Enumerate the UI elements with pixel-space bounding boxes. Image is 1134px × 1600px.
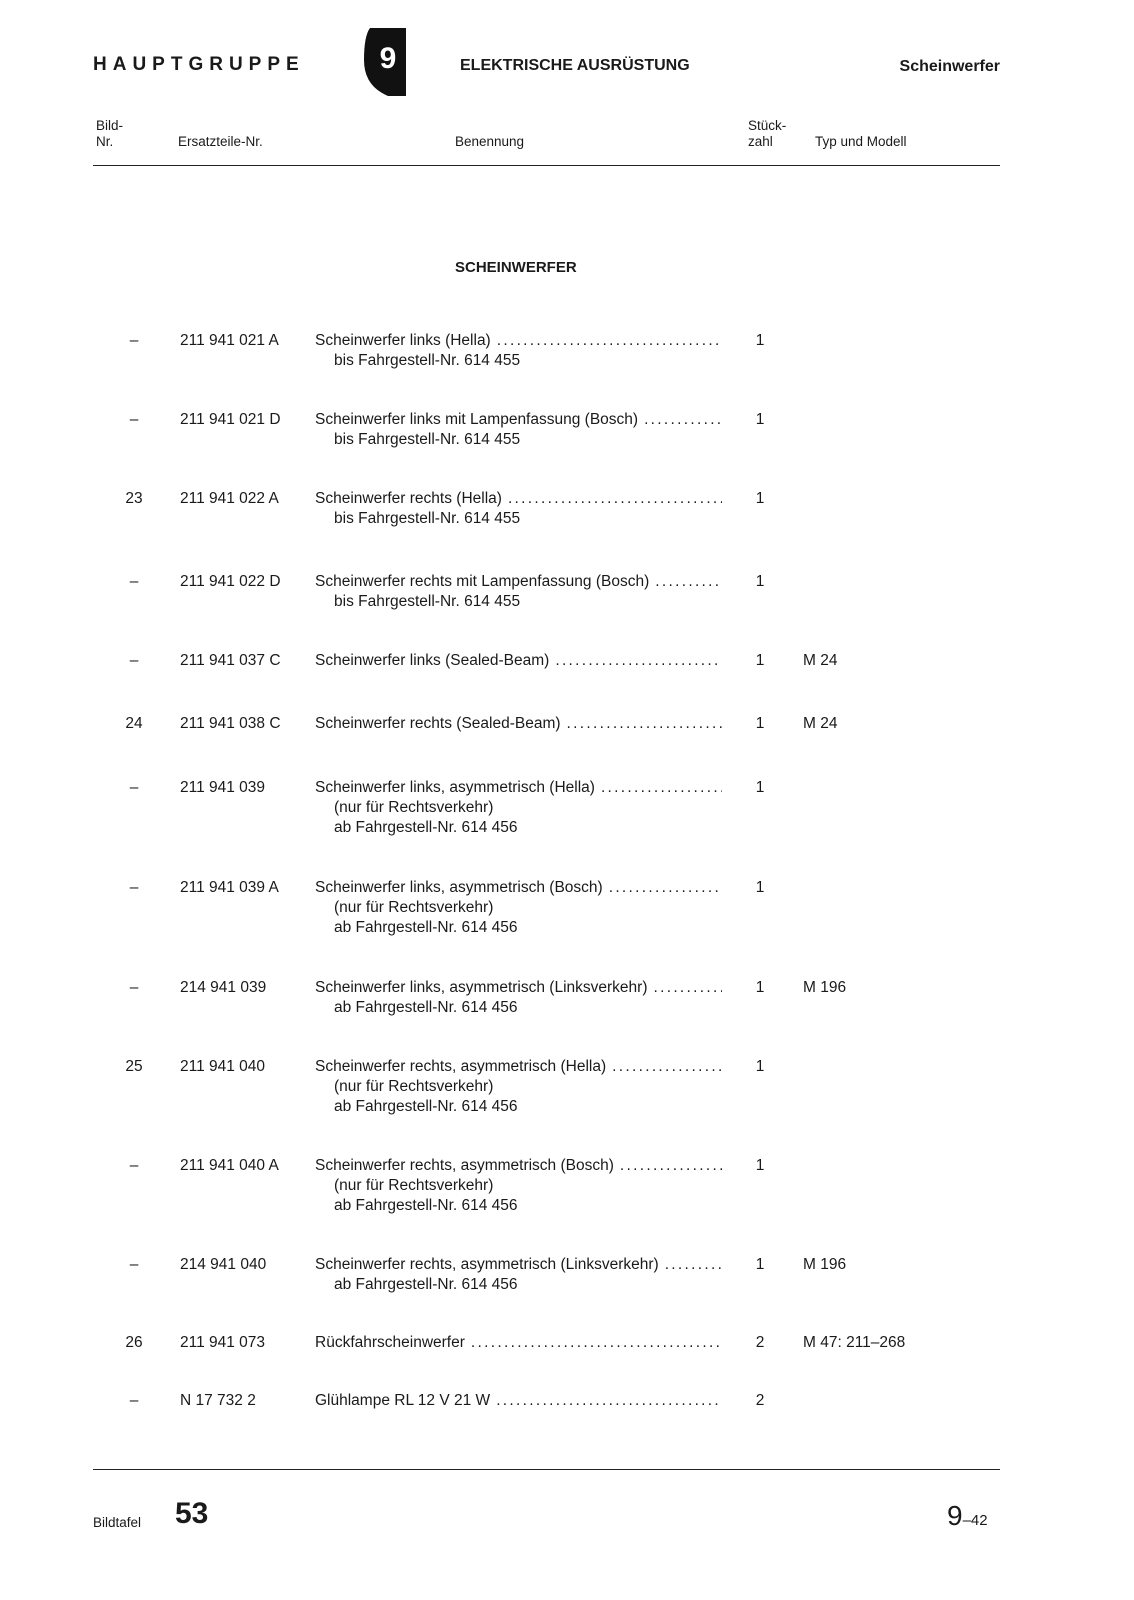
- row-description-main: [315, 978, 722, 998]
- row-description-main: [315, 878, 722, 898]
- row-description: [315, 572, 722, 612]
- row-description-note: bis Fahrgestell-Nr. 614 455: [334, 352, 521, 369]
- row-bild-nr: 26: [125, 1334, 143, 1351]
- row-bild-nr: –: [129, 779, 139, 796]
- row-part-number: 214 941 040: [180, 1256, 267, 1273]
- row-bild-nr: 25: [125, 1058, 143, 1075]
- column-header-bild-line1: Bild-: [96, 118, 124, 133]
- row-quantity: 1: [755, 1157, 765, 1174]
- row-part-number: 211 941 022 A: [180, 490, 279, 507]
- dot-leader: [653, 978, 722, 998]
- row-description-note: (nur für Rechtsverkehr): [334, 1177, 494, 1194]
- row-description-main: [315, 651, 722, 671]
- row-quantity: 1: [755, 879, 765, 896]
- plate-number: 53: [175, 1497, 209, 1530]
- row-quantity: 1: [755, 979, 765, 996]
- row-description-note: (nur für Rechtsverkehr): [334, 899, 494, 916]
- column-header-qty-line2: zahl: [748, 134, 773, 149]
- row-description-note: bis Fahrgestell-Nr. 614 455: [334, 431, 521, 448]
- dot-leader: [496, 1391, 722, 1411]
- row-part-number: 211 941 021 D: [180, 411, 281, 428]
- row-description-note: ab Fahrgestell-Nr. 614 456: [334, 1276, 518, 1293]
- row-quantity: 2: [755, 1334, 765, 1351]
- row-description-text: Scheinwerfer rechts, asymmetrisch (Bosch): [315, 1157, 614, 1174]
- row-description-text: Scheinwerfer links, asymmetrisch (Hella): [315, 779, 595, 796]
- row-quantity: 1: [755, 490, 765, 507]
- footer-divider: [93, 1469, 1000, 1470]
- row-description-text: Scheinwerfer links (Sealed-Beam): [315, 652, 550, 669]
- row-description-note: ab Fahrgestell-Nr. 614 456: [334, 919, 518, 936]
- row-part-number: 211 941 040 A: [180, 1157, 279, 1174]
- page-number: [947, 1500, 988, 1532]
- row-description-text: Scheinwerfer rechts (Sealed-Beam): [315, 715, 561, 732]
- row-description: [315, 651, 722, 671]
- page-number-main: 9: [947, 1500, 963, 1531]
- row-type-model: M 196: [803, 979, 847, 996]
- section-name: Scheinwerfer: [899, 58, 1000, 75]
- row-description-text: Scheinwerfer links mit Lampenfassung (Bosch): [315, 411, 639, 428]
- group-heading: HAUPTGRUPPE: [93, 54, 305, 75]
- footer-label: Bildtafel: [93, 1515, 142, 1530]
- row-description-text: Rückfahrscheinwerfer: [315, 1334, 465, 1351]
- dot-leader: [620, 1156, 722, 1176]
- row-description-main: [315, 714, 722, 734]
- page-number-sub: –42: [962, 1512, 988, 1529]
- row-part-number: 211 941 022 D: [180, 573, 281, 590]
- row-bild-nr: –: [129, 1392, 139, 1409]
- group-number: 9: [379, 42, 397, 75]
- row-part-number: 214 941 039: [180, 979, 267, 996]
- group-subtitle: ELEKTRISCHE AUSRÜSTUNG: [460, 57, 690, 74]
- row-description-note: (nur für Rechtsverkehr): [334, 1078, 494, 1095]
- row-part-number: N 17 732 2: [180, 1392, 256, 1409]
- dot-leader: [609, 878, 722, 898]
- row-description-main: [315, 410, 722, 430]
- dot-leader: [497, 331, 722, 351]
- row-bild-nr: –: [129, 1157, 139, 1174]
- dot-leader: [665, 1255, 722, 1275]
- row-description: [315, 1255, 722, 1295]
- row-description-text: Scheinwerfer rechts mit Lampenfassung (Bosch): [315, 573, 650, 590]
- row-bild-nr: –: [129, 1256, 139, 1273]
- row-description-note: bis Fahrgestell-Nr. 614 455: [334, 593, 521, 610]
- dot-leader: [601, 778, 722, 798]
- column-header-part: Ersatzteile-Nr.: [178, 134, 263, 149]
- row-description: [315, 1057, 722, 1117]
- row-description-main: [315, 572, 722, 592]
- column-header-bild-line2: Nr.: [96, 134, 114, 149]
- dot-leader: [555, 651, 722, 671]
- row-bild-nr: 24: [125, 715, 143, 732]
- row-type-model: M 47: 211–268: [803, 1334, 906, 1351]
- row-part-number: 211 941 073: [180, 1334, 266, 1351]
- row-description-main: [315, 1391, 722, 1411]
- row-description: [315, 489, 722, 529]
- row-description: [315, 331, 722, 371]
- row-description-text: Glühlampe RL 12 V 21 W: [315, 1392, 491, 1409]
- row-description-note: ab Fahrgestell-Nr. 614 456: [334, 1197, 518, 1214]
- row-description: [315, 878, 722, 938]
- dot-leader: [612, 1057, 722, 1077]
- column-header-bild: [96, 118, 123, 150]
- column-header-qty: [748, 118, 786, 150]
- row-bild-nr: 23: [125, 490, 143, 507]
- row-type-model: M 196: [803, 1256, 847, 1273]
- row-description-text: Scheinwerfer links (Hella): [315, 332, 491, 349]
- row-part-number: 211 941 040: [180, 1058, 266, 1075]
- dot-leader: [644, 410, 722, 430]
- row-bild-nr: –: [129, 879, 139, 896]
- row-description-main: [315, 1255, 722, 1275]
- row-description-text: Scheinwerfer rechts (Hella): [315, 490, 502, 507]
- row-quantity: 1: [755, 332, 765, 349]
- row-bild-nr: –: [129, 332, 139, 349]
- row-description-note: ab Fahrgestell-Nr. 614 456: [334, 999, 518, 1016]
- row-bild-nr: –: [129, 411, 139, 428]
- row-quantity: 1: [755, 715, 765, 732]
- section-title: SCHEINWERFER: [455, 259, 577, 276]
- row-part-number: 211 941 039: [180, 779, 266, 796]
- row-description: [315, 1333, 722, 1353]
- row-description-main: [315, 1057, 722, 1077]
- row-description-note: (nur für Rechtsverkehr): [334, 799, 494, 816]
- column-header-qty-line1: Stück-: [748, 118, 787, 133]
- row-description-main: [315, 1333, 722, 1353]
- row-description-note: ab Fahrgestell-Nr. 614 456: [334, 819, 518, 836]
- row-description: [315, 778, 722, 838]
- row-type-model: M 24: [803, 652, 838, 669]
- row-description-text: Scheinwerfer links, asymmetrisch (Bosch): [315, 879, 603, 896]
- row-description: [315, 978, 722, 1018]
- row-part-number: 211 941 021 A: [180, 332, 279, 349]
- row-quantity: 1: [755, 573, 765, 590]
- row-description-text: Scheinwerfer links, asymmetrisch (Linksverkehr): [315, 979, 648, 996]
- row-description-main: [315, 778, 722, 798]
- row-quantity: 1: [755, 1058, 765, 1075]
- row-description-main: [315, 1156, 722, 1176]
- dot-leader: [567, 714, 722, 734]
- row-description: [315, 410, 722, 450]
- column-header-type: Typ und Modell: [815, 134, 907, 149]
- row-description-main: [315, 489, 722, 509]
- row-part-number: 211 941 039 A: [180, 879, 279, 896]
- dot-leader: [655, 572, 722, 592]
- row-part-number: 211 941 037 C: [180, 652, 281, 669]
- row-description-main: [315, 331, 722, 351]
- dot-leader: [471, 1333, 722, 1353]
- header-divider: [93, 165, 1000, 166]
- row-description: [315, 1391, 722, 1411]
- row-bild-nr: –: [129, 652, 139, 669]
- row-quantity: 1: [755, 1256, 765, 1273]
- row-part-number: 211 941 038 C: [180, 715, 281, 732]
- row-description-note: bis Fahrgestell-Nr. 614 455: [334, 510, 521, 527]
- row-description: [315, 714, 722, 734]
- column-header-name: Benennung: [455, 134, 525, 149]
- row-description-text: Scheinwerfer rechts, asymmetrisch (Linksverkehr): [315, 1256, 659, 1273]
- row-quantity: 1: [755, 779, 765, 796]
- row-description: [315, 1156, 722, 1216]
- row-type-model: M 24: [803, 715, 838, 732]
- row-quantity: 2: [755, 1392, 765, 1409]
- row-bild-nr: –: [129, 573, 139, 590]
- row-quantity: 1: [755, 411, 765, 428]
- dot-leader: [508, 489, 722, 509]
- row-description-note: ab Fahrgestell-Nr. 614 456: [334, 1098, 518, 1115]
- row-quantity: 1: [755, 652, 765, 669]
- row-description-text: Scheinwerfer rechts, asymmetrisch (Hella): [315, 1058, 607, 1075]
- row-bild-nr: –: [129, 979, 139, 996]
- group-number-badge: [360, 24, 416, 100]
